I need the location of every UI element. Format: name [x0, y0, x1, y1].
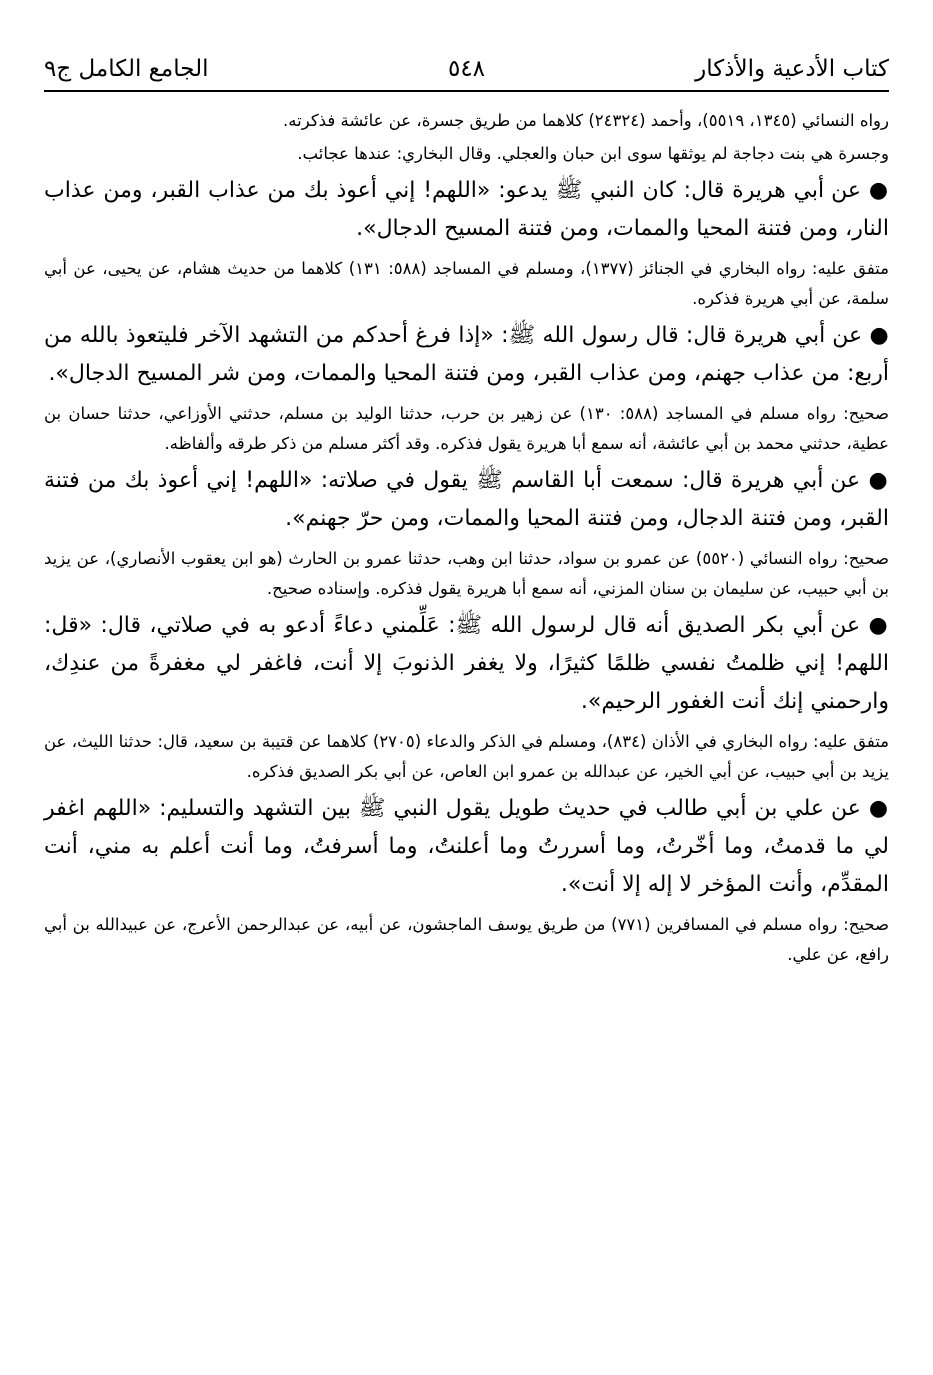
hadith-text: ● عن علي بن أبي طالب في حديث طويل يقول النبي ﷺ بين التشهد والتسليم: «اللهم اغفر لي ما قدمتُ، وما أخّرتُ، وما أسررتُ وما أعلنتُ، وما أسرفتُ، وما أنت أعلم به مني، أنت المقدِّم، وأنت المؤخر لا إله إلا أنت».: [44, 796, 890, 897]
hadith-text: ● عن أبي هريرة قال: كان النبي ﷺ يدعو: «اللهم! إني أعوذ بك من عذاب القبر، ومن عذاب النار، ومن فتنة المحيا والممات، ومن فتنة المسيح الدجال».: [44, 178, 890, 241]
bullet-icon: ●: [868, 468, 890, 493]
hadith-text: ● عن أبي هريرة قال: سمعت أبا القاسم ﷺ يقول في صلاته: «اللهم! إني أعوذ بك من فتنة القبر، ومن فتنة الدجال، ومن فتنة المحيا والممات، ومن حرّ جهنم».: [44, 468, 890, 531]
takhrij-note: صحيح: رواه مسلم في المسافرين (٧٧١) من طريق يوسف الماجشون، عن أبيه، عن عبدالرحمن الأعرج، عن عبيدالله بن أبي رافع، عن علي.: [44, 915, 889, 964]
page-body: [44, 106, 889, 970]
page-header: [44, 50, 889, 92]
page-number: ٥٤٨: [447, 56, 486, 82]
book-title: كتاب الأدعية والأذكار: [695, 56, 889, 82]
bullet-icon: ●: [868, 796, 890, 821]
hadith-text: ● عن أبي بكر الصديق أنه قال لرسول الله ﷺ: عَلِّمني دعاءً أدعو به في صلاتي، قال: «قل: اللهم! إني ظلمتُ نفسي ظلمًا كثيرًا، ولا يغفر الذنوبَ إلا أنت، فاغفر لي مغفرةً من عندِك، وارحمني إنك أنت الغفور الرحيم».: [44, 613, 889, 714]
takhrij-note: متفق عليه: رواه البخاري في الأذان (٨٣٤)، ومسلم في الذكر والدعاء (٢٧٠٥) كلاهما عن قتيبة بن سعيد، قال: حدثنا الليث، عن يزيد بن أبي حبيب، عن أبي الخير، عن عبدالله بن عمرو ابن العاص، عن أبي بكر الصديق فذكره.: [44, 732, 890, 781]
takhrij-note: رواه النسائي (١٣٤٥، ٥٥١٩)، وأحمد (٢٤٣٢٤) كلاهما من طريق جسرة، عن عائشة فذكرته.: [283, 111, 889, 130]
volume-title: الجامع الكامل ج٩: [44, 56, 209, 82]
bullet-icon: ●: [868, 178, 890, 203]
bullet-icon: ●: [868, 613, 889, 638]
takhrij-note: صحيح: رواه النسائي (٥٥٢٠) عن عمرو بن سواد، حدثنا ابن وهب، حدثنا عمرو بن الحارث (هو ابن يعقوب الأنصاري)، عن يزيد بن أبي حبيب، عن سليمان بن سنان المزني، أنه سمع أبا هريرة يقول فذكره. وإسناده صحيح.: [44, 549, 889, 598]
bullet-icon: ●: [869, 323, 890, 348]
hadith-text: ● عن أبي هريرة قال: قال رسول الله ﷺ: «إذا فرغ أحدكم من التشهد الآخر فليتعوذ بالله من أربع: من عذاب جهنم، ومن عذاب القبر، ومن فتنة المحيا والممات، ومن شر المسيح الدجال».: [44, 323, 890, 386]
book-page: [44, 50, 889, 973]
takhrij-note: متفق عليه: رواه البخاري في الجنائز (١٣٧٧)، ومسلم في المساجد (٥٨٨: ١٣١) كلاهما من حديث هشام، عن يحيى، عن أبي سلمة، عن أبي هريرة فذكره.: [44, 259, 890, 308]
takhrij-note: وجسرة هي بنت دجاجة لم يوثقها سوى ابن حبان والعجلي. وقال البخاري: عندها عجائب.: [297, 144, 889, 163]
takhrij-note: صحيح: رواه مسلم في المساجد (٥٨٨: ١٣٠) عن زهير بن حرب، حدثنا الوليد بن مسلم، حدثني الأوزاعي، حدثنا حسان بن عطية، حدثني محمد بن أبي عائشة، أنه سمع أبا هريرة يقول فذكره. وقد أكثر مسلم من ذكر طرقه وألفاظه.: [44, 404, 889, 453]
